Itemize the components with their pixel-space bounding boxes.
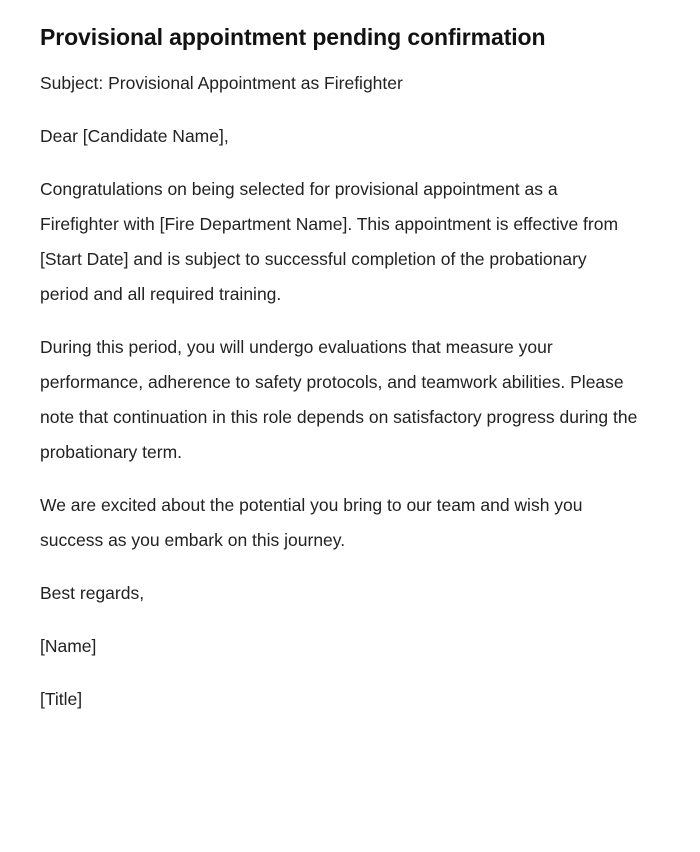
subject-line: Subject: Provisional Appointment as Firefighter xyxy=(40,73,403,93)
body-paragraph-1: Congratulations on being selected for provisional appointment as a Firefighter with [Fire Department Name]. This appointment is effective from [Start Date] and is subject to successful completion of the probationary period and all required training. xyxy=(40,179,619,304)
page-title: Provisional appointment pending confirmation xyxy=(40,24,546,50)
body-paragraph-3: We are excited about the potential you bring to our team and wish you success as you embark on this journey. xyxy=(40,495,583,550)
letter-body xyxy=(40,66,640,717)
signature-name: [Name] xyxy=(40,636,97,656)
signature-title: [Title] xyxy=(40,689,83,709)
salutation: Dear [Candidate Name], xyxy=(40,126,229,146)
body-paragraph-2: During this period, you will undergo evaluations that measure your performance, adherence to safety protocols, and teamwork abilities. Please note that continuation in this role depends on satisfactory progress during the probationary term. xyxy=(40,337,638,462)
closing: Best regards, xyxy=(40,583,145,603)
